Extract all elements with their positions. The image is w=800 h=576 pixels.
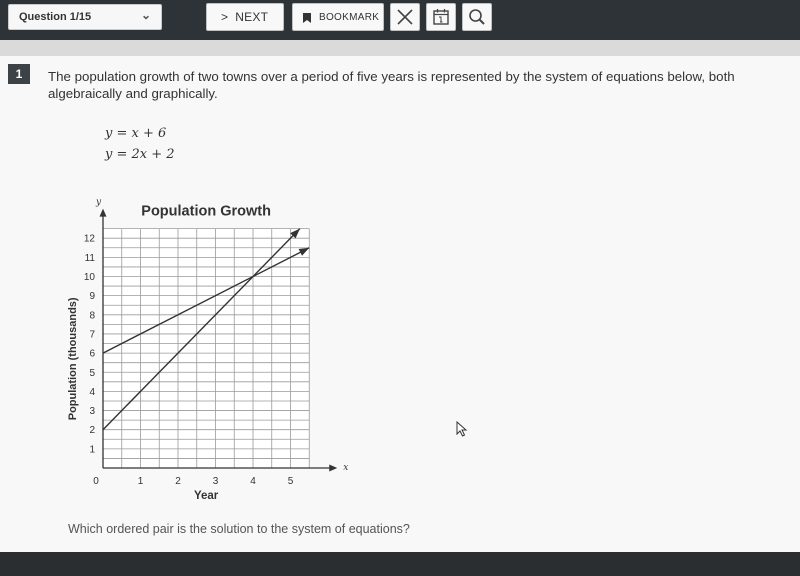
y-tick-label: 3 [89,406,95,418]
population-growth-graph [60,185,360,515]
y-tick-label: 8 [89,310,95,322]
equation-2: y = 2x + 2 [105,147,175,162]
y-tick-label: 5 [89,367,95,379]
bookmark-label: BOOKMARK [319,12,380,23]
y-tick-label: 2 [89,425,95,437]
x-tick-label: 5 [287,476,294,487]
y-tick-label: 1 [89,444,95,456]
chevron-right-icon: > [221,10,229,24]
calendar-icon [431,7,451,27]
y-axis-arrow [100,209,107,217]
top-toolbar [0,0,800,40]
y-tick-label: 9 [89,291,95,303]
y-tick-label: 12 [83,233,95,245]
chevron-down-icon: ⌄ [140,8,151,22]
bookmark-icon [303,13,311,23]
x-axis-label: Year [193,490,219,502]
chart-title: Population Growth [141,203,271,220]
question-prompt: The population growth of two towns over a period of five years is represented by the system of equations below, both algebraically and graphically. [48,69,735,101]
bottom-bar [0,552,800,576]
x-axis-arrow [329,465,337,472]
close-icon [395,7,415,27]
y-tick-label: 7 [89,329,95,341]
bookmark-button[interactable] [292,3,384,31]
search-button[interactable] [462,3,492,31]
x-tick-label: 4 [250,476,256,487]
search-icon [467,7,487,27]
next-label: NEXT [235,10,269,24]
y-axis-label: Population (thousands) [67,297,79,421]
x-tick-label: 3 [212,476,219,487]
x-tick-label: 0 [93,476,99,487]
next-button[interactable] [206,3,284,31]
question-footer-text: Which ordered pair is the solution to the system of equations? [68,522,410,536]
x-axis-letter: x [343,463,349,473]
equation-1: y = x + 6 [105,126,167,141]
y-tick-label: 11 [84,252,95,264]
x-tick-label: 2 [175,476,181,487]
x-tick-label: 1 [137,476,144,487]
close-button[interactable] [390,3,420,31]
plot-area [103,229,309,468]
question-select-label: Question 1/15 [19,11,92,23]
y-tick-label: 4 [89,386,95,398]
question-select[interactable] [8,4,162,30]
y-tick-label: 6 [89,348,95,360]
y-axis-letter: y [96,197,102,208]
question-number-badge: 1 [8,64,30,84]
calendar-button[interactable] [426,3,456,31]
mouse-cursor-icon [456,421,470,439]
y-tick-label: 10 [83,272,95,283]
